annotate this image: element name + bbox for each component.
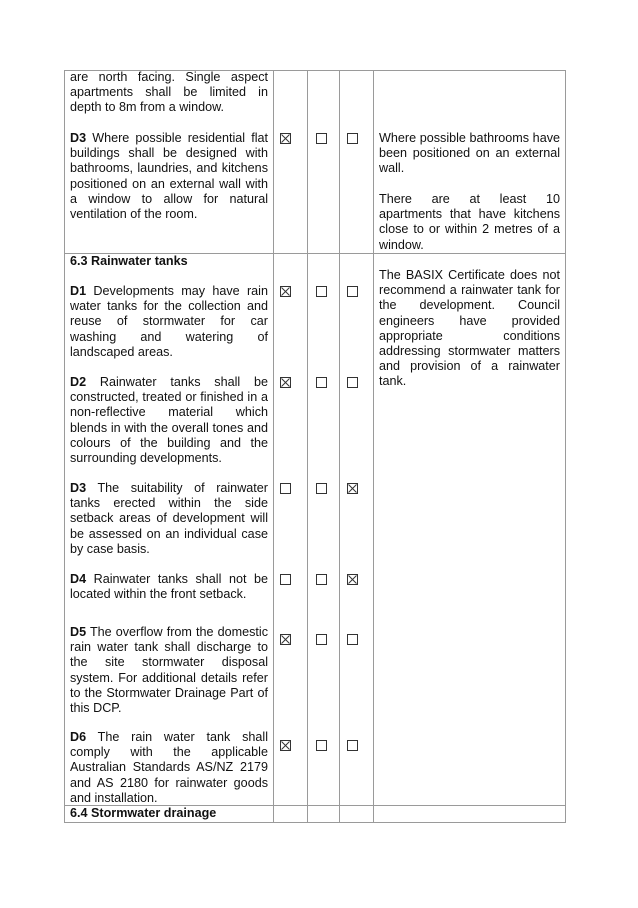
checkbox-yes[interactable] [280, 286, 291, 297]
control-item [70, 730, 268, 806]
checkbox-yes[interactable] [280, 634, 291, 645]
section-heading: 6.4 Stormwater drainage [70, 806, 217, 820]
comment-text: Where possible bathrooms have been positioned on an external wall. [379, 131, 560, 176]
comment-text: The BASIX Certificate does not recommend a rainwater tank for the development. Council engineers have provided appropriate conditions addressing stormwater matters and provision of a rainwater tank. [379, 268, 560, 389]
column-divider [64, 70, 65, 823]
cross-mark-icon [281, 635, 290, 644]
checkbox-na[interactable] [347, 286, 358, 297]
control-item [70, 481, 268, 557]
control-text: Rainwater tanks shall be constructed, treated or finished in a non-reflective material which blends in with the overall tones and colours of the building and the surrounding developments. [70, 375, 268, 466]
control-text: are north facing. Single aspect apartments shall be limited in depth to 8m from a window. [70, 70, 268, 115]
checkbox-na[interactable] [347, 574, 358, 585]
cross-mark-icon [348, 484, 357, 493]
control-code: D3 [70, 131, 87, 145]
control-text: The suitability of rainwater tanks erected within the side setback areas of development will be assessed on an individual case by case basis. [70, 481, 268, 556]
control-code: D4 [70, 572, 87, 586]
control-item [70, 572, 268, 602]
checkbox-no[interactable] [316, 574, 327, 585]
cross-mark-icon [281, 287, 290, 296]
control-text: The rain water tank shall comply with the applicable Australian Standards AS/NZ 2179 and AS 2180 for rainwater goods and installation. [70, 730, 268, 805]
checkbox-no[interactable] [316, 634, 327, 645]
control-code: D2 [70, 375, 87, 389]
column-divider [339, 70, 340, 823]
control-item [70, 284, 268, 360]
control-text: Developments may have rain water tanks for the collection and reuse of stormwater for car washing and watering of landscaped areas. [70, 284, 268, 359]
checkbox-na[interactable] [347, 634, 358, 645]
checkbox-yes[interactable] [280, 740, 291, 751]
checkbox-no[interactable] [316, 133, 327, 144]
checkbox-no[interactable] [316, 286, 327, 297]
control-item [70, 131, 268, 222]
control-code: D5 [70, 625, 87, 639]
checkbox-na[interactable] [347, 377, 358, 388]
checkbox-yes[interactable] [280, 574, 291, 585]
checkbox-na[interactable] [347, 133, 358, 144]
checkbox-yes[interactable] [280, 483, 291, 494]
cross-mark-icon [281, 741, 290, 750]
table-bottom-border [64, 822, 566, 823]
control-item [70, 625, 268, 716]
control-code: D6 [70, 730, 87, 744]
column-divider [273, 70, 274, 823]
cross-mark-icon [348, 575, 357, 584]
control-text: The overflow from the domestic rain water tank shall discharge to the site stormwater disposal system. For additional details refer to the Stormwater Drainage Part of this DCP. [70, 625, 268, 716]
control-item [70, 375, 268, 466]
control-code: D1 [70, 284, 87, 298]
checkbox-no[interactable] [316, 377, 327, 388]
checkbox-na[interactable] [347, 483, 358, 494]
checkbox-na[interactable] [347, 740, 358, 751]
column-divider [565, 70, 566, 823]
column-divider [373, 70, 374, 823]
cross-mark-icon [281, 378, 290, 387]
cross-mark-icon [281, 134, 290, 143]
checkbox-no[interactable] [316, 483, 327, 494]
checkbox-yes[interactable] [280, 133, 291, 144]
column-divider [307, 70, 308, 823]
control-text: Rainwater tanks shall not be located within the front setback. [70, 572, 268, 602]
checkbox-no[interactable] [316, 740, 327, 751]
comment-text: There are at least 10 apartments that have kitchens close to or within 2 metres of a window. [379, 192, 560, 252]
control-code: D3 [70, 481, 87, 495]
control-text: Where possible residential flat buildings shall be designed with bathrooms, laundries, and kitchens positioned on an external wall with a window to allow for natural ventilation of the room. [70, 131, 268, 222]
section-heading: 6.3 Rainwater tanks [70, 254, 188, 268]
checkbox-yes[interactable] [280, 377, 291, 388]
